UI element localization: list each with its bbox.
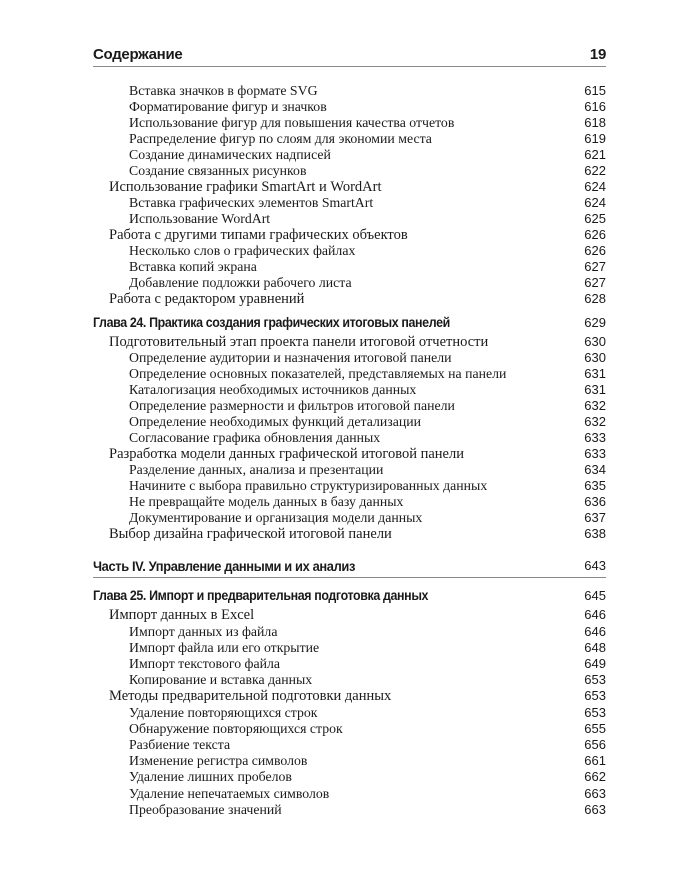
toc-entry-page: 630 [584, 334, 606, 349]
toc-entry [93, 350, 606, 366]
toc-entry-page: 656 [584, 737, 606, 752]
toc-entry [93, 446, 606, 462]
toc-entry-page: 622 [584, 163, 606, 178]
toc-entry [93, 243, 606, 259]
toc-entry [93, 382, 606, 398]
toc-entry-page: 632 [584, 398, 606, 413]
toc-entry-page: 635 [584, 478, 606, 493]
toc-entry [93, 115, 606, 131]
toc-entry [93, 131, 606, 147]
toc-entry-title: Изменение регистра символов [129, 753, 308, 768]
toc-entry [93, 99, 606, 115]
toc-entry-page: 637 [584, 510, 606, 525]
toc-entry-page: 643 [584, 558, 606, 573]
toc-entry-page: 649 [584, 656, 606, 671]
toc-entry-title: Удаление лишних пробелов [129, 769, 292, 784]
toc-entry-page: 638 [584, 526, 606, 541]
toc-entry-title: Согласование графика обновления данных [129, 430, 381, 445]
toc-entry-title: Создание связанных рисунков [129, 163, 307, 178]
toc-entry [93, 494, 606, 510]
toc-entry-title: Удаление повторяющихся строк [129, 705, 318, 720]
toc-entry-page: 646 [584, 624, 606, 639]
running-header [93, 46, 606, 66]
header-title: Содержание [93, 46, 183, 63]
toc-entry-title: Создание динамических надписей [129, 147, 331, 162]
toc-entry [93, 753, 606, 769]
toc-entry [93, 430, 606, 446]
toc-entry-page: 624 [584, 179, 606, 194]
toc-entry-page: 663 [584, 786, 606, 801]
toc-entry [93, 607, 606, 623]
toc-entry-title: Часть IV. Управление данными и их анализ [93, 558, 355, 574]
toc-entry-page: 626 [584, 227, 606, 242]
toc-entry-title: Определение аудитории и назначения итоговой панели [129, 350, 452, 365]
toc-entry [93, 147, 606, 163]
toc-entry-page: 616 [584, 99, 606, 114]
toc-entry-title: Работа с другими типами графических объектов [109, 227, 408, 243]
toc-entry [93, 291, 606, 307]
toc-entry-title: Вставка копий экрана [129, 259, 257, 274]
toc-entry [93, 656, 606, 672]
toc-entry [93, 786, 606, 802]
toc-entry-page: 646 [584, 607, 606, 622]
toc-entry-page: 630 [584, 350, 606, 365]
toc-entry-page: 627 [584, 275, 606, 290]
toc-entry-page: 633 [584, 430, 606, 445]
toc-entry-page: 627 [584, 259, 606, 274]
toc-part-entry [93, 558, 606, 574]
toc-entry-page: 653 [584, 705, 606, 720]
header-page-number: 19 [589, 46, 606, 63]
toc-entry-title: Определение необходимых функций детализации [129, 414, 421, 429]
toc-entry [93, 366, 606, 382]
toc-entry-title: Не превращайте модель данных в базу данных [129, 494, 404, 509]
toc-entry [93, 510, 606, 526]
toc-entry-title: Документирование и организация модели данных [129, 510, 423, 525]
toc-entry-page: 624 [584, 195, 606, 210]
toc-entry-title: Импорт текстового файла [129, 656, 280, 671]
toc-entry-page: 631 [584, 366, 606, 381]
toc-entry-page: 629 [584, 315, 606, 330]
toc-entry-page: 653 [584, 688, 606, 703]
toc-entry-page: 653 [584, 672, 606, 687]
toc-entry-title: Определение размерности и фильтров итоговой панели [129, 398, 455, 413]
toc-entry-title: Разработка модели данных графической итоговой панели [109, 446, 464, 462]
toc-entry [93, 624, 606, 640]
toc-entry-title: Глава 24. Практика создания графических итоговых панелей [93, 315, 450, 330]
toc-entry-page: 634 [584, 462, 606, 477]
toc-entry [93, 672, 606, 688]
toc-entry-title: Копирование и вставка данных [129, 672, 313, 687]
toc-entry-title: Добавление подложки рабочего листа [129, 275, 352, 290]
toc-entry [93, 526, 606, 542]
toc-entry-title: Импорт данных из файла [129, 624, 278, 639]
toc-entry-title: Вставка значков в формате SVG [129, 83, 318, 98]
toc-entry-page: 662 [584, 769, 606, 784]
toc-entry [93, 802, 606, 818]
toc-entry-title: Разбиение текста [129, 737, 231, 752]
toc-entry-page: 619 [584, 131, 606, 146]
toc-entry-title: Выбор дизайна графической итоговой панели [109, 526, 392, 542]
toc-entry-title: Использование WordArt [129, 211, 271, 226]
toc-entry [93, 275, 606, 291]
toc-entry [93, 414, 606, 430]
toc-entry [93, 195, 606, 211]
toc-entry [93, 227, 606, 243]
toc-entry-title: Импорт файла или его открытие [129, 640, 320, 655]
toc-entry [93, 640, 606, 656]
toc-entry [93, 737, 606, 753]
toc-entry-page: 633 [584, 446, 606, 461]
toc-entry-title: Начините с выбора правильно структуризированных данных [129, 478, 488, 493]
toc-entry-title: Подготовительный этап проекта панели итоговой отчетности [109, 334, 489, 350]
part-rule [93, 577, 606, 578]
toc-entry-page: 626 [584, 243, 606, 258]
toc-entry-page: 663 [584, 802, 606, 817]
toc-entry [93, 398, 606, 414]
toc-entry-title: Вставка графических элементов SmartArt [129, 195, 374, 210]
toc-entry [93, 688, 606, 704]
toc-chapter-entry [93, 315, 606, 331]
toc-entry-title: Разделение данных, анализа и презентации [129, 462, 384, 477]
toc-entry-title: Каталогизация необходимых источников данных [129, 382, 417, 397]
toc-entry-title: Глава 25. Импорт и предварительная подготовка данных [93, 588, 429, 603]
toc-entry-page: 648 [584, 640, 606, 655]
toc-entry [93, 83, 606, 99]
toc-entry-page: 625 [584, 211, 606, 226]
toc-entry [93, 705, 606, 721]
toc-entry [93, 259, 606, 275]
toc-entry-page: 621 [584, 147, 606, 162]
header-rule [93, 66, 606, 67]
toc-entry-page: 615 [584, 83, 606, 98]
toc-entry-title: Несколько слов о графических файлах [129, 243, 356, 258]
toc-entry-page: 632 [584, 414, 606, 429]
toc-entry-title: Использование фигур для повышения качества отчетов [129, 115, 455, 130]
toc-entry [93, 179, 606, 195]
toc-entry [93, 721, 606, 737]
toc-entry-title: Удаление непечатаемых символов [129, 786, 330, 801]
toc-entry-page: 655 [584, 721, 606, 736]
toc-entry [93, 462, 606, 478]
toc-entry-title: Использование графики SmartArt и WordArt [109, 179, 382, 195]
toc-entry-title: Импорт данных в Excel [109, 607, 255, 623]
toc-entry-page: 661 [584, 753, 606, 768]
toc-entry-title: Обнаружение повторяющихся строк [129, 721, 343, 736]
toc-entry-page: 636 [584, 494, 606, 509]
toc-entry-page: 631 [584, 382, 606, 397]
toc-entry [93, 334, 606, 350]
toc-entry-title: Методы предварительной подготовки данных [109, 688, 392, 704]
toc-entry [93, 211, 606, 227]
toc-entry-title: Распределение фигур по слоям для экономии места [129, 131, 432, 146]
toc-entry-title: Форматирование фигур и значков [129, 99, 327, 114]
toc-entry-title: Определение основных показателей, представляемых на панели [129, 366, 507, 381]
toc-entry-title: Преобразование значений [129, 802, 282, 817]
toc-entry-page: 618 [584, 115, 606, 130]
toc-entry [93, 163, 606, 179]
toc-chapter-entry [93, 588, 606, 604]
toc-entry-page: 645 [584, 588, 606, 603]
toc-entry [93, 478, 606, 494]
toc-entry [93, 769, 606, 785]
toc-entry-page: 628 [584, 291, 606, 306]
toc-entry-title: Работа с редактором уравнений [109, 291, 305, 307]
